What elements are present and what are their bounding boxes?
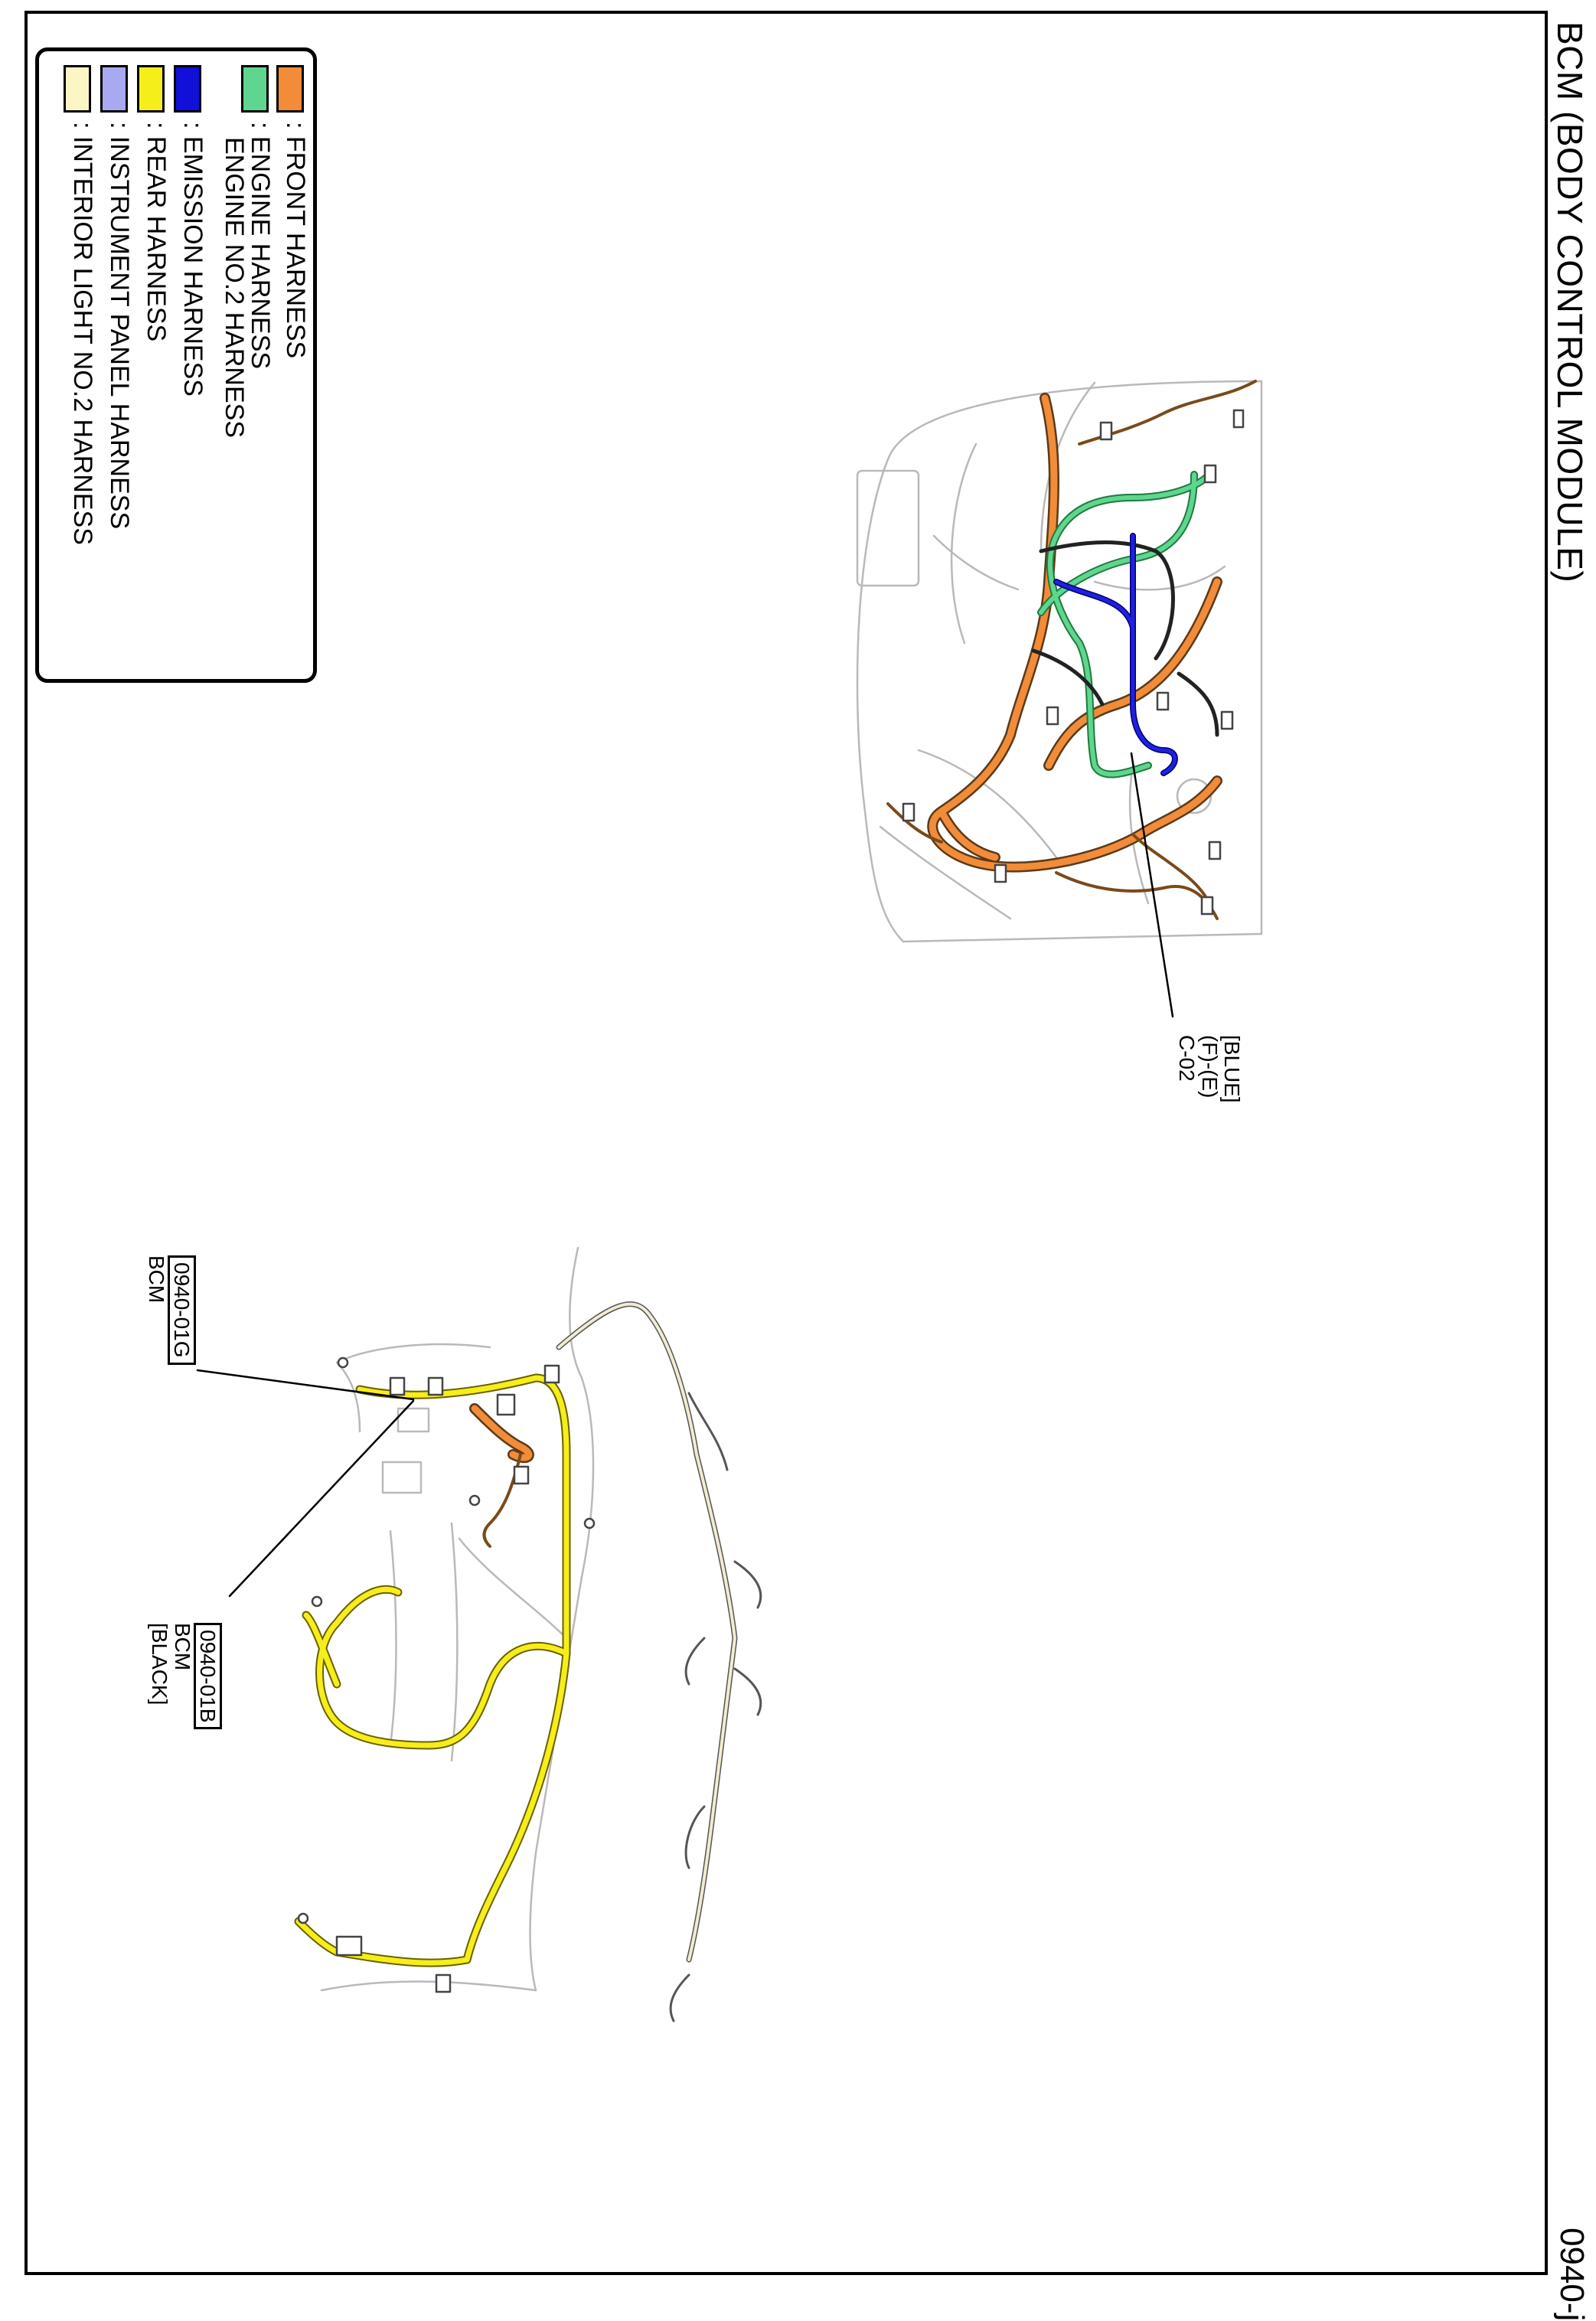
callout-bcm-b-code: 0940-01B bbox=[194, 1623, 222, 1729]
legend-label-front: : FRONT HARNESS bbox=[281, 122, 310, 359]
legend-label-engine: : ENGINE HARNESS bbox=[246, 122, 275, 370]
callout-bcm-g-name: BCM bbox=[144, 1255, 168, 1304]
legend-label-interior-light: : INTERIOR LIGHT NO.2 HARNESS bbox=[68, 122, 97, 545]
callout-c02-code: (F)-(E) bbox=[1197, 1035, 1222, 1098]
callout-bcm-b-color: [BLACK] bbox=[148, 1623, 172, 1706]
callout-bcm-g-code: 0940-01G bbox=[168, 1255, 196, 1365]
callout-bcm-b-name: BCM bbox=[170, 1623, 194, 1671]
legend-label-rear: : REAR HARNESS bbox=[142, 122, 171, 342]
callout-c02 bbox=[1176, 1035, 1243, 1103]
callout-bcm-b bbox=[149, 1623, 222, 1729]
callout-c02-id: C-02 bbox=[1175, 1035, 1199, 1082]
callout-c02-color: [BLUE] bbox=[1220, 1035, 1244, 1103]
callout-bcm-g bbox=[145, 1255, 196, 1365]
legend-label-engine-no2: ENGINE NO.2 HARNESS bbox=[220, 137, 249, 438]
legend-label-instrument-panel: : INSTRUMENT PANEL HARNESS bbox=[105, 122, 134, 530]
engine-compartment-view bbox=[857, 381, 1261, 1017]
cabin-view bbox=[197, 1248, 761, 2021]
page-title: BCM (BODY CONTROL MODULE) bbox=[1550, 21, 1590, 583]
page-id: 0940-j bbox=[1553, 2228, 1591, 2321]
legend-label-emission: : EMISSION HARNESS bbox=[178, 122, 207, 397]
